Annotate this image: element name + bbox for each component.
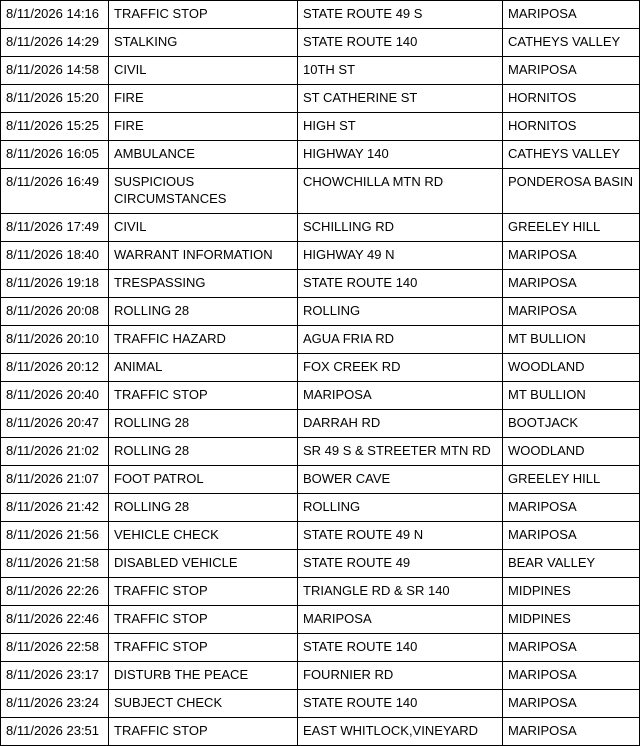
location-cell: AGUA FRIA RD xyxy=(298,326,503,354)
location-cell: ROLLING xyxy=(298,298,503,326)
datetime-cell: 8/11/2026 15:25 xyxy=(1,113,109,141)
call-type-cell: ANIMAL xyxy=(109,354,298,382)
location-cell: SCHILLING RD xyxy=(298,214,503,242)
location-cell: ROLLING xyxy=(298,494,503,522)
area-cell: MARIPOSA xyxy=(503,57,640,85)
area-cell: MARIPOSA xyxy=(503,1,640,29)
location-cell: FOX CREEK RD xyxy=(298,354,503,382)
area-cell: MARIPOSA xyxy=(503,690,640,718)
area-cell: HORNITOS xyxy=(503,85,640,113)
location-cell: STATE ROUTE 140 xyxy=(298,634,503,662)
location-cell: MARIPOSA xyxy=(298,382,503,410)
location-cell: STATE ROUTE 49 xyxy=(298,550,503,578)
location-cell: MARIPOSA xyxy=(298,606,503,634)
datetime-cell: 8/11/2026 14:58 xyxy=(1,57,109,85)
area-cell: MARIPOSA xyxy=(503,522,640,550)
table-row xyxy=(1,662,640,690)
call-type-cell: WARRANT INFORMATION xyxy=(109,242,298,270)
location-cell: DARRAH RD xyxy=(298,410,503,438)
area-cell: BOOTJACK xyxy=(503,410,640,438)
area-cell: MARIPOSA xyxy=(503,494,640,522)
call-type-cell: TRAFFIC STOP xyxy=(109,606,298,634)
location-cell: STATE ROUTE 49 N xyxy=(298,522,503,550)
table-row xyxy=(1,578,640,606)
table-row xyxy=(1,298,640,326)
area-cell: HORNITOS xyxy=(503,113,640,141)
location-cell: 10TH ST xyxy=(298,57,503,85)
call-type-cell: CIVIL xyxy=(109,214,298,242)
area-cell: WOODLAND xyxy=(503,354,640,382)
datetime-cell: 8/11/2026 14:29 xyxy=(1,29,109,57)
table-row xyxy=(1,382,640,410)
location-cell: BOWER CAVE xyxy=(298,466,503,494)
call-type-cell: SUSPICIOUS CIRCUMSTANCES xyxy=(109,169,298,214)
table-row xyxy=(1,410,640,438)
area-cell: MARIPOSA xyxy=(503,662,640,690)
table-row xyxy=(1,29,640,57)
datetime-cell: 8/11/2026 22:58 xyxy=(1,634,109,662)
datetime-cell: 8/11/2026 20:10 xyxy=(1,326,109,354)
location-cell: STATE ROUTE 140 xyxy=(298,270,503,298)
location-cell: FOURNIER RD xyxy=(298,662,503,690)
call-type-cell: TRAFFIC STOP xyxy=(109,1,298,29)
datetime-cell: 8/11/2026 22:26 xyxy=(1,578,109,606)
call-type-cell: VEHICLE CHECK xyxy=(109,522,298,550)
table-row xyxy=(1,214,640,242)
call-type-cell: ROLLING 28 xyxy=(109,410,298,438)
datetime-cell: 8/11/2026 21:02 xyxy=(1,438,109,466)
datetime-cell: 8/11/2026 19:18 xyxy=(1,270,109,298)
table-row xyxy=(1,141,640,169)
table-row xyxy=(1,494,640,522)
area-cell: PONDEROSA BASIN xyxy=(503,169,640,214)
datetime-cell: 8/11/2026 23:24 xyxy=(1,690,109,718)
area-cell: MARIPOSA xyxy=(503,242,640,270)
call-type-cell: ROLLING 28 xyxy=(109,438,298,466)
datetime-cell: 8/11/2026 17:49 xyxy=(1,214,109,242)
table-row xyxy=(1,113,640,141)
location-cell: HIGHWAY 49 N xyxy=(298,242,503,270)
area-cell: WOODLAND xyxy=(503,438,640,466)
table-row xyxy=(1,242,640,270)
area-cell: CATHEYS VALLEY xyxy=(503,29,640,57)
location-cell: STATE ROUTE 140 xyxy=(298,690,503,718)
call-type-cell: FIRE xyxy=(109,85,298,113)
datetime-cell: 8/11/2026 20:47 xyxy=(1,410,109,438)
datetime-cell: 8/11/2026 20:08 xyxy=(1,298,109,326)
table-row xyxy=(1,354,640,382)
datetime-cell: 8/11/2026 23:17 xyxy=(1,662,109,690)
location-cell: SR 49 S & STREETER MTN RD xyxy=(298,438,503,466)
table-row xyxy=(1,466,640,494)
call-type-cell: STALKING xyxy=(109,29,298,57)
call-type-cell: TRAFFIC STOP xyxy=(109,634,298,662)
table-row xyxy=(1,634,640,662)
location-cell: STATE ROUTE 49 S xyxy=(298,1,503,29)
area-cell: MARIPOSA xyxy=(503,298,640,326)
area-cell: MIDPINES xyxy=(503,578,640,606)
area-cell: GREELEY HILL xyxy=(503,466,640,494)
call-type-cell: TRAFFIC HAZARD xyxy=(109,326,298,354)
location-cell: TRIANGLE RD & SR 140 xyxy=(298,578,503,606)
location-cell: HIGH ST xyxy=(298,113,503,141)
location-cell: ST CATHERINE ST xyxy=(298,85,503,113)
call-log-body xyxy=(1,1,640,746)
datetime-cell: 8/11/2026 21:58 xyxy=(1,550,109,578)
area-cell: MT BULLION xyxy=(503,326,640,354)
table-row xyxy=(1,690,640,718)
table-row xyxy=(1,718,640,746)
area-cell: CATHEYS VALLEY xyxy=(503,141,640,169)
table-row xyxy=(1,522,640,550)
area-cell: MARIPOSA xyxy=(503,634,640,662)
area-cell: GREELEY HILL xyxy=(503,214,640,242)
call-type-cell: TRESPASSING xyxy=(109,270,298,298)
area-cell: MARIPOSA xyxy=(503,270,640,298)
call-type-cell: CIVIL xyxy=(109,57,298,85)
datetime-cell: 8/11/2026 15:20 xyxy=(1,85,109,113)
table-row xyxy=(1,169,640,214)
location-cell: EAST WHITLOCK,VINEYARD xyxy=(298,718,503,746)
area-cell: BEAR VALLEY xyxy=(503,550,640,578)
location-cell: HIGHWAY 140 xyxy=(298,141,503,169)
call-type-cell: TRAFFIC STOP xyxy=(109,382,298,410)
area-cell: MIDPINES xyxy=(503,606,640,634)
datetime-cell: 8/11/2026 16:05 xyxy=(1,141,109,169)
datetime-cell: 8/11/2026 16:49 xyxy=(1,169,109,214)
area-cell: MT BULLION xyxy=(503,382,640,410)
table-row xyxy=(1,57,640,85)
location-cell: CHOWCHILLA MTN RD xyxy=(298,169,503,214)
call-type-cell: SUBJECT CHECK xyxy=(109,690,298,718)
call-type-cell: FOOT PATROL xyxy=(109,466,298,494)
call-type-cell: AMBULANCE xyxy=(109,141,298,169)
table-row xyxy=(1,270,640,298)
datetime-cell: 8/11/2026 21:42 xyxy=(1,494,109,522)
call-type-cell: DISTURB THE PEACE xyxy=(109,662,298,690)
call-type-cell: DISABLED VEHICLE xyxy=(109,550,298,578)
datetime-cell: 8/11/2026 20:12 xyxy=(1,354,109,382)
datetime-cell: 8/11/2026 23:51 xyxy=(1,718,109,746)
datetime-cell: 8/11/2026 22:46 xyxy=(1,606,109,634)
table-row xyxy=(1,438,640,466)
table-row xyxy=(1,1,640,29)
call-type-cell: FIRE xyxy=(109,113,298,141)
call-type-cell: ROLLING 28 xyxy=(109,298,298,326)
datetime-cell: 8/11/2026 20:40 xyxy=(1,382,109,410)
datetime-cell: 8/11/2026 21:07 xyxy=(1,466,109,494)
area-cell: MARIPOSA xyxy=(503,718,640,746)
table-row xyxy=(1,326,640,354)
location-cell: STATE ROUTE 140 xyxy=(298,29,503,57)
call-type-cell: TRAFFIC STOP xyxy=(109,718,298,746)
datetime-cell: 8/11/2026 14:16 xyxy=(1,1,109,29)
call-type-cell: ROLLING 28 xyxy=(109,494,298,522)
datetime-cell: 8/11/2026 21:56 xyxy=(1,522,109,550)
table-row xyxy=(1,550,640,578)
table-row xyxy=(1,606,640,634)
call-type-cell: TRAFFIC STOP xyxy=(109,578,298,606)
table-row xyxy=(1,85,640,113)
datetime-cell: 8/11/2026 18:40 xyxy=(1,242,109,270)
